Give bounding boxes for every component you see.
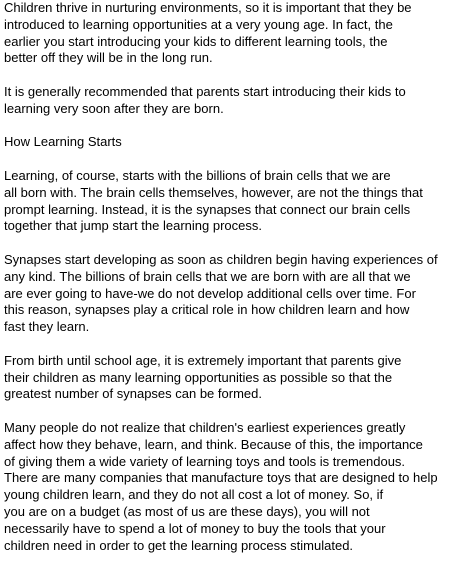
section-heading: How Learning Starts <box>4 134 122 150</box>
paragraph-recommendation: It is generally recommended that parents start introducing their kids to learning very soon after they are born. <box>4 83 406 116</box>
paragraph-synapses: Synapses start developing as soon as children begin having experiences of any kind. The billions of brain cells that we are born with are all that we are ever going to have-we do not develop additional cells over time. For this reason, synapses play a critical role in how children learn and how fast they learn. <box>4 251 438 335</box>
paragraph-intro: Children thrive in nurturing environments, so it is important that they be introduced to learning opportunities at a very young age. In fact, the earlier you start introducing your kids to different learning tools, the better off they will be in the long run. <box>4 0 412 66</box>
paragraph-brain-cells: Learning, of course, starts with the billions of brain cells that we are all born with. The brain cells themselves, however, are not the things that prompt learning. Instead, it is the synapses that connect our brain cells together that jump start the learning process. <box>4 167 423 234</box>
paragraph-learning-toys: Many people do not realize that children's earliest experiences greatly affect how they behave, learn, and think. Because of this, the importance of giving them a wide variety of learning toys and tools is tremendous. There are many companies that manufacture toys that are designed to help young children learn, and they do not all cost a lot of money. So, if you are on a budget (as most of us are these days), you will not necessarily have to spend a lot of money to buy the tools that your children need in order to get the learning process stimulated. <box>4 419 438 553</box>
paragraph-birth-to-school: From birth until school age, it is extremely important that parents give their children as many learning opportunities as possible so that the greatest number of synapses can be formed. <box>4 352 402 402</box>
